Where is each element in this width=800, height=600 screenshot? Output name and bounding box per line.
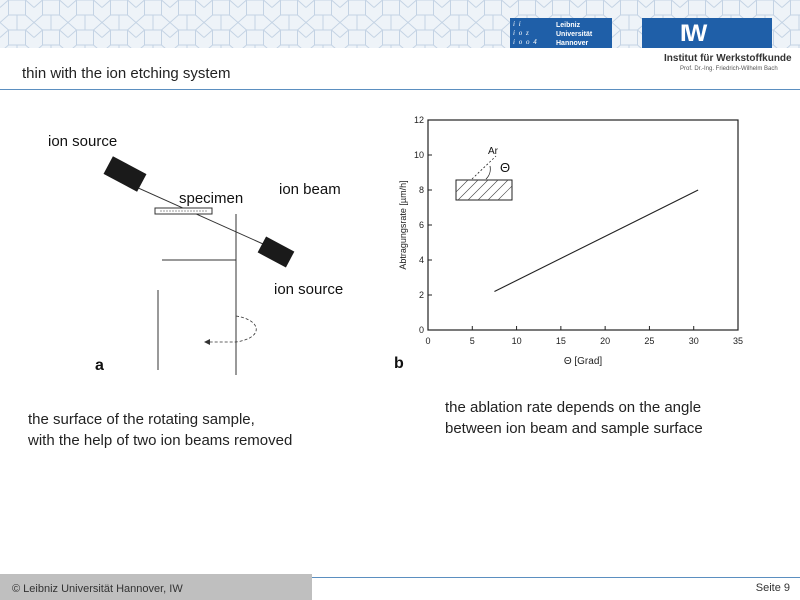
x-tick-label: 10 bbox=[511, 336, 522, 346]
institute-name: Institut für Werkstoffkunde bbox=[664, 53, 792, 64]
luh-glyph-row: i o o 4 bbox=[513, 38, 538, 46]
luh-logo-glyphs bbox=[513, 20, 553, 47]
x-tick-label: 0 bbox=[425, 336, 431, 346]
inset-label-ar: Ar bbox=[488, 146, 498, 157]
panel-letter-a: a bbox=[95, 357, 104, 374]
x-tick-label: 20 bbox=[600, 336, 611, 346]
y-tick-label: 12 bbox=[413, 115, 424, 125]
luh-logo bbox=[510, 18, 612, 48]
chart-root bbox=[398, 115, 743, 367]
y-tick-label: 8 bbox=[418, 185, 424, 195]
label-specimen: specimen bbox=[179, 190, 244, 207]
inset-label-theta: Θ bbox=[500, 160, 511, 175]
rotation-arrow bbox=[206, 316, 256, 342]
caption-right bbox=[445, 397, 703, 439]
luh-glyph-row: i o z bbox=[513, 29, 530, 37]
inset-beam-line bbox=[472, 156, 496, 179]
rotation-arrowhead bbox=[204, 339, 210, 345]
data-series-line bbox=[494, 190, 698, 292]
y-tick-label: 4 bbox=[418, 255, 424, 265]
footer-copyright: © Leibniz Universität Hannover, IW bbox=[12, 583, 183, 595]
ion-source-top-block bbox=[104, 156, 147, 191]
iw-logo-mark: IW bbox=[680, 20, 706, 47]
label-ion-source-top: ion source bbox=[48, 133, 118, 150]
caption-left-line1: the surface of the rotating sample, bbox=[28, 411, 255, 428]
luh-glyph-row: i i bbox=[513, 20, 522, 28]
x-tick-label: 5 bbox=[469, 336, 475, 346]
slide-title: thin with the ion etching system bbox=[22, 65, 231, 82]
footer-bar bbox=[0, 574, 312, 600]
x-tick-label: 25 bbox=[644, 336, 655, 346]
y-axis-label: Abtragungsrate [µm/h] bbox=[398, 180, 408, 270]
figure-b-chart bbox=[388, 108, 758, 378]
panel-letter-b: b bbox=[394, 355, 404, 372]
ion-source-bottom-block bbox=[258, 237, 295, 268]
luh-logo-line: Universität bbox=[556, 31, 593, 38]
luh-logo-text bbox=[556, 21, 592, 48]
caption-left-line2: with the help of two ion beams removed bbox=[28, 432, 293, 449]
y-tick-label: 10 bbox=[413, 150, 424, 160]
label-ion-beam: ion beam bbox=[279, 181, 341, 198]
plot-frame bbox=[428, 120, 738, 330]
x-axis-label: Θ [Grad] bbox=[563, 356, 603, 367]
footer-rule bbox=[312, 577, 800, 578]
caption-right-line1: the ablation rate depends on the angle bbox=[445, 399, 702, 416]
figure-a-diagram bbox=[40, 120, 370, 380]
inset-sample-block bbox=[456, 180, 512, 200]
label-ion-source-bottom: ion source bbox=[274, 281, 344, 298]
luh-logo-line: Leibniz bbox=[556, 22, 581, 29]
title-divider bbox=[0, 89, 800, 90]
caption-left bbox=[28, 409, 292, 451]
iw-logo bbox=[642, 18, 772, 48]
inset-angle-arc bbox=[486, 166, 490, 179]
x-tick-label: 35 bbox=[732, 336, 744, 346]
page-number: Seite 9 bbox=[755, 582, 790, 594]
x-tick-label: 30 bbox=[688, 336, 699, 346]
y-tick-label: 6 bbox=[418, 220, 424, 230]
caption-right-line2: between ion beam and sample surface bbox=[445, 420, 703, 437]
y-tick-label: 2 bbox=[418, 290, 424, 300]
x-tick-label: 15 bbox=[555, 336, 566, 346]
y-tick-label: 0 bbox=[418, 325, 424, 335]
institute-professor: Prof. Dr.-Ing. Friedrich-Wilhelm Bach bbox=[680, 66, 778, 72]
luh-logo-line: Hannover bbox=[556, 40, 589, 47]
